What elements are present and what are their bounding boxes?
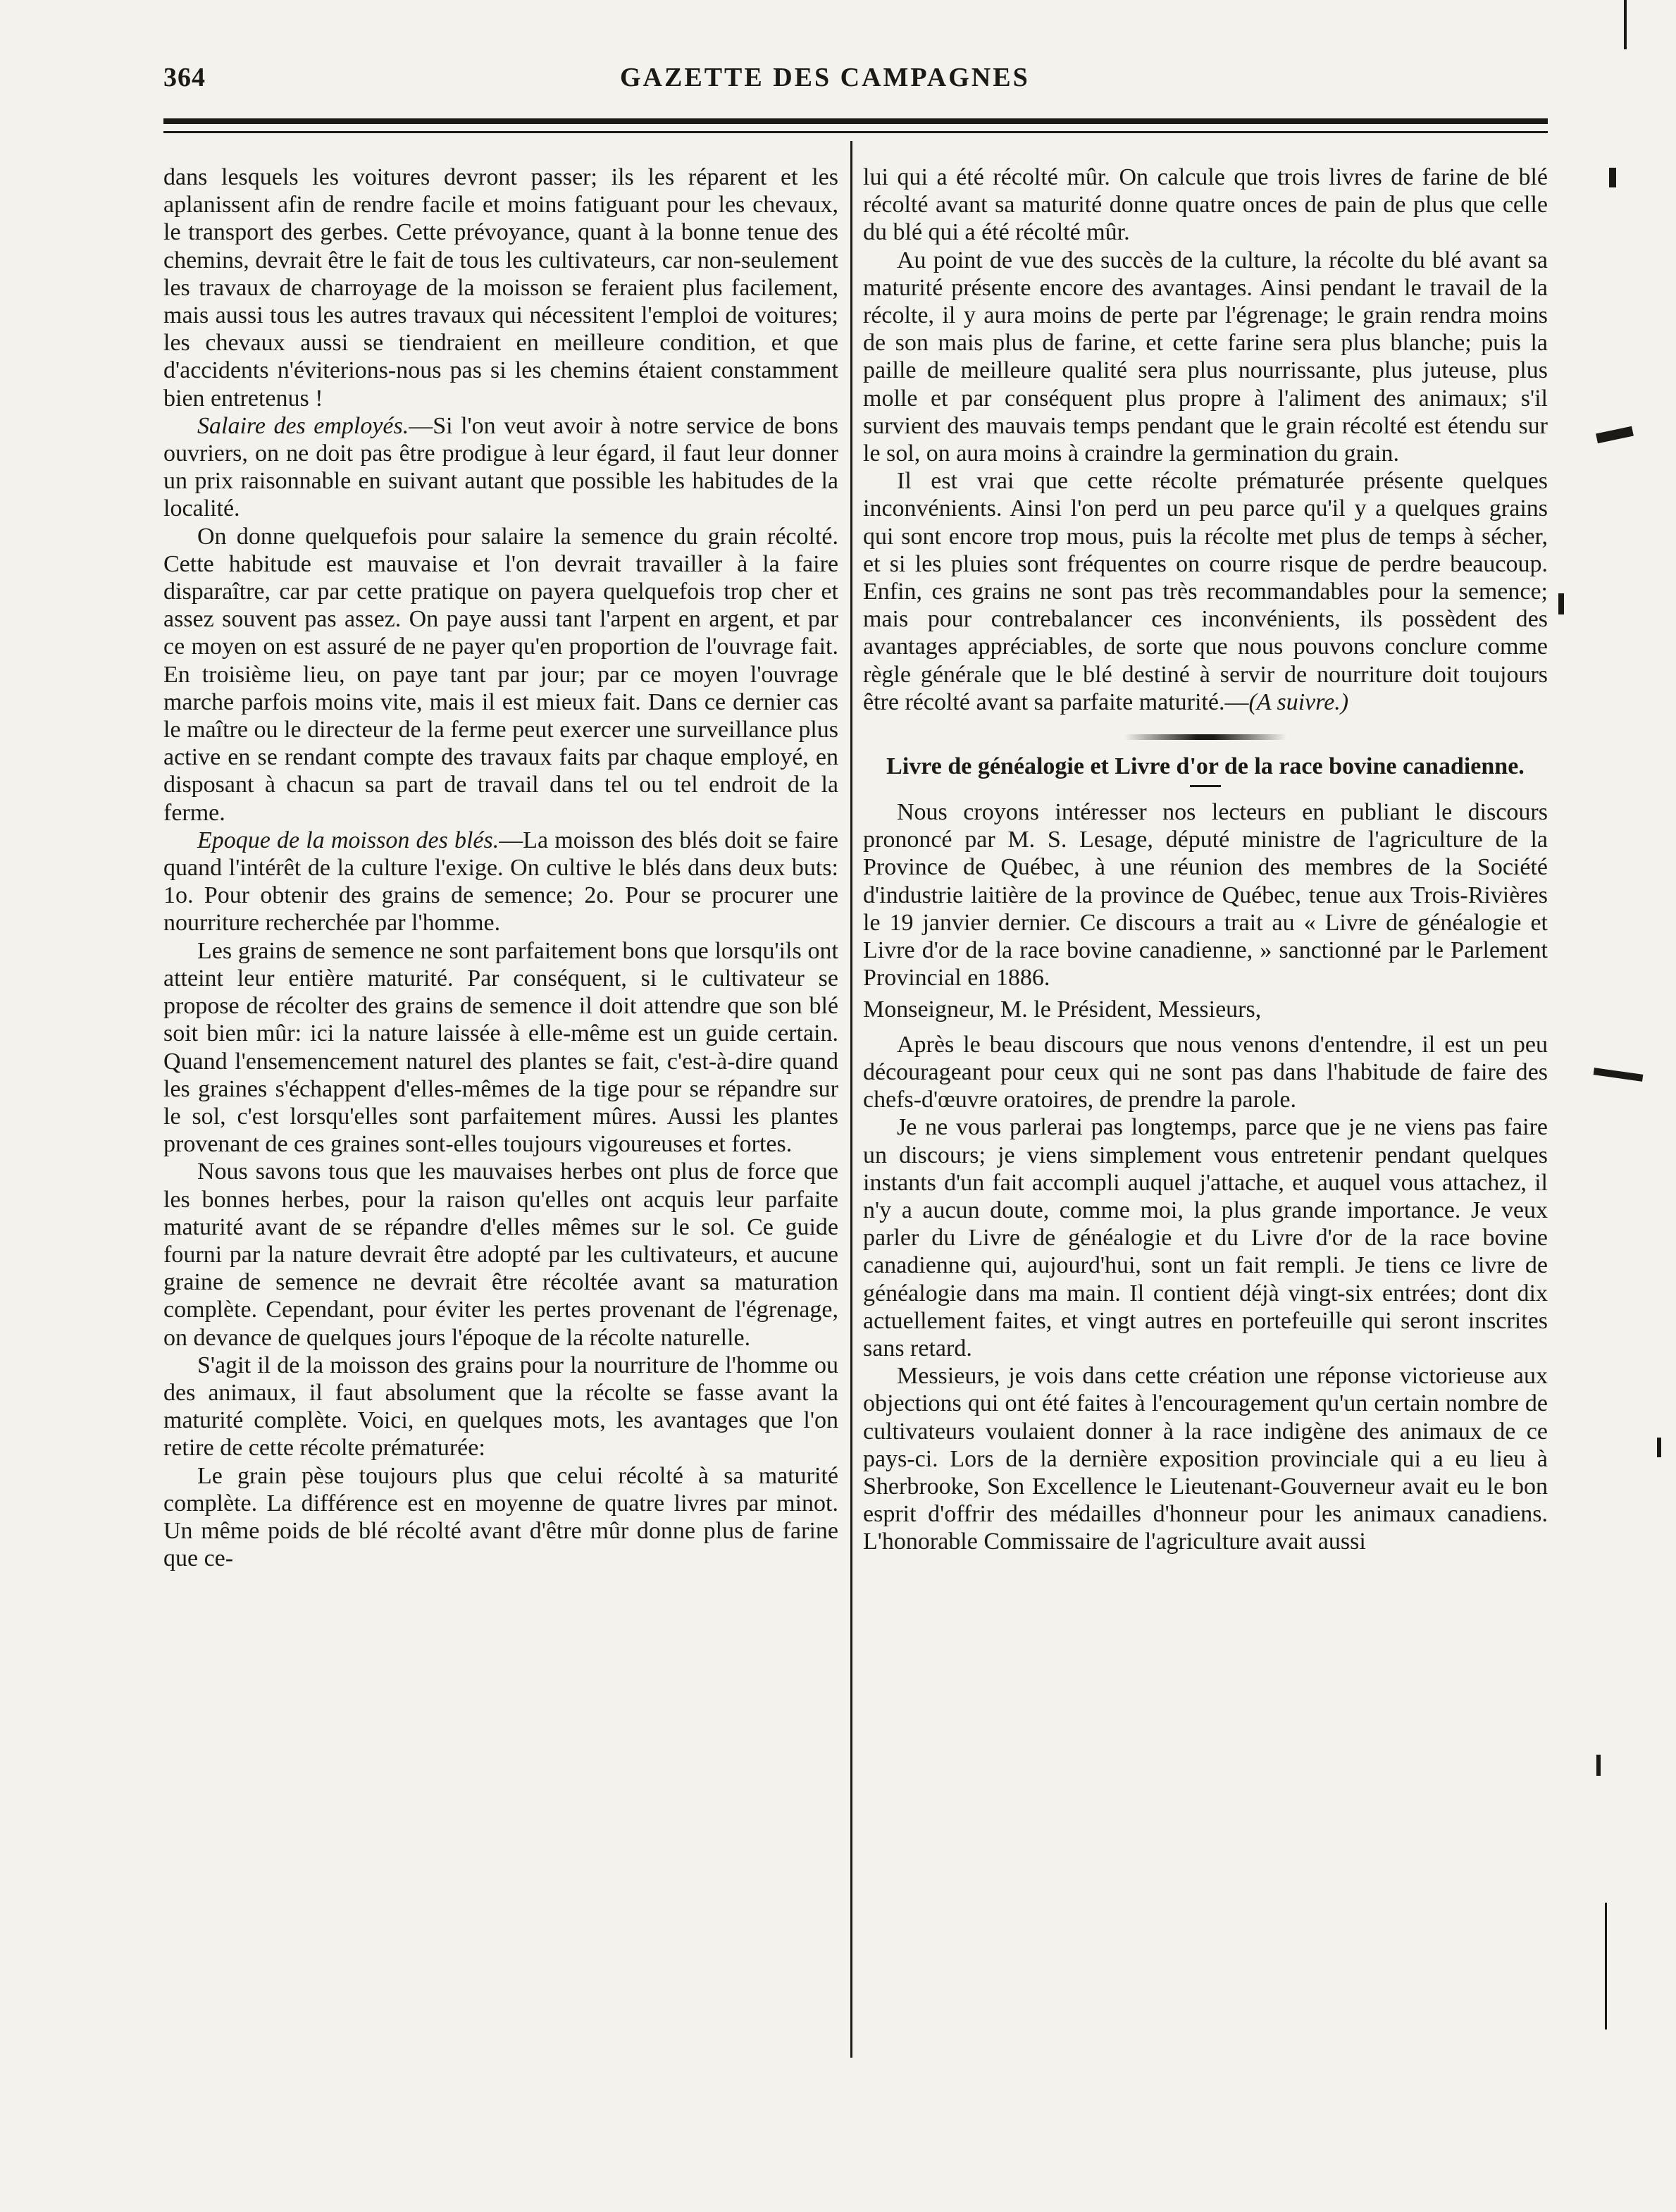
section-lead: Salaire des employés. (197, 412, 409, 439)
paragraph: Nous croyons intéresser nos lecteurs en publiant le discours prononcé par M. S. Lesage, député ministre de l'agriculture de la Province de Québec, à une réunion des membres de la Société d'industrie laitière de la province de Québec, tenue aux Trois-Rivières le 19 janvier dernier. Ce discours a trait au « Livre de généalogie et Livre d'or de la race bovine canadienne, » sanctionné par le Parlement Provincial en 1886. (863, 799, 1548, 991)
header-rule-heavy (163, 118, 1548, 124)
margin-speck (1596, 1755, 1601, 1776)
salutation: Monseigneur, M. le Président, Messieurs, (863, 996, 1262, 1023)
header-rule-thin (163, 131, 1548, 133)
paragraph: On donne quelquefois pour salaire la semence du grain récolté. Cette habitude est mauvaise et l'on devrait travailler à la faire disparaître, car par cette pratique on payera quelquefois trop cher et assez souvent pas assez. On paye aussi tant l'arpent en argent, et par ce moyen on est assuré de ne payer qu'en proportion de l'ouvrage fait. En troisième lieu, on paye tant par jour; par ce moyen l'ouvrage marche parfois moins vite, mais il est mieux fait. Dans ce dernier cas le maître ou le directeur de la ferme peut exercer une surveillance plus active en se rendant compte des travaux faits par chaque employé, en disposant à chacun sa part de travail dans tel ou tel endroit de la ferme. (163, 523, 838, 826)
paragraph-body: Il est vrai que cette récolte prématurée présente quelques inconvénients. Ainsi l'on perd un peu parce qu'il y a quelques grains qui sont encore trop mous, puis la récolte met plus de temps à sécher, et si les pluies sont fréquentes on courre risque de perdre beaucoup. Enfin, ces grains ne sont pas très recommandables pour la semence; mais pour contrebalancer ces inconvénients, ils possèdent des avantages appréciables, de sorte que nous pouvons conclure comme règle générale que le blé destiné à servir de nourriture doit toujours être récolté avant sa parfaite maturité.— (863, 468, 1548, 715)
margin-speck (1609, 168, 1616, 187)
paragraph: dans lesquels les voitures devront passer; ils les réparent et les aplanissent afin de rendre facile et moins fatiguant pour les chevaux, le transport des gerbes. Cette prévoyance, quant à la bonne tenue des chemins, devrait être le fait de tous les cultivateurs, car non-seulement les travaux de charroyage de la moisson se feraient plus facilement, mais aussi tous les autres travaux qui nécessitent l'emploi de voitures; les chevaux aussi se tiendraient en meilleure condition, et que d'accidents n'éviterions-nous pas si les chemins étaient constamment bien entretenus ! (163, 164, 838, 412)
paragraph: Le grain pèse toujours plus que celui récolté à sa maturité complète. La différence est en moyenne de quatre livres par minot. Un même poids de blé récolté avant d'être mûr donne plus de farine que ce- (163, 1462, 838, 1572)
right-column (863, 163, 1548, 1556)
margin-speck (1657, 1438, 1661, 1457)
paragraph: Messieurs, je vois dans cette création une réponse victorieuse aux objections qui ont été faites à l'encouragement qu'un certain nombre de cultivateurs voulaient donner à la race indigène des animaux de ce pays-ci. Lors de la dernière exposition provinciale qui a eu lieu à Sherbrooke, Son Excellence le Lieutenant-Gouverneur avait eu le bon esprit d'offrir des médailles d'honneur pour les animaux canadiens. L'honorable Commissaire de l'agriculture avait aussi (863, 1363, 1548, 1555)
paragraph: Nous savons tous que les mauvaises herbes ont plus de force que les bonnes herbes, pour la raison qu'elles ont acquis leur parfaite maturité avant de se répandre d'elles mêmes sur le sol. Ce guide fourni par la nature devrait être adopté par les cultivateurs, et aucune graine de semence ne devrait être récoltée avant sa maturation complète. Cependant, pour éviter les pertes provenant de l'égrenage, on devance de quelques jours l'époque de la récolte naturelle. (163, 1158, 838, 1351)
paragraph-body: —Si l'on veut avoir à notre service de bons ouvriers, on ne doit pas être prodigue à leur égard, il faut leur donner un prix raisonnable en suivant autant que possible les habitudes de la localité. (163, 412, 838, 522)
margin-speck (1605, 1903, 1607, 2029)
paragraph-body: —La moisson des blés doit se faire quand l'intérêt de la culture l'exige. On cultive le blés dans deux buts: 1o. Pour obtenir des grains de semence; 2o. Pour se procurer une nourriture recherchée par l'homme. (163, 827, 838, 937)
paragraph: Au point de vue des succès de la culture, la récolte du blé avant sa maturité présente encore des avantages. Ainsi pendant le travail de la récolte, il y aura moins de perte par l'égrenage; le grain rendra moins de son mais plus de farine, et cette farine sera plus blanche; puis la paille de meilleure qualité sera plus nourrissante, plus juteuse, plus molle et par conséquent plus propre à l'aliment des animaux; s'il survient des mauvais temps pendant que le grain récolté est étendu sur le sol, on aura moins à craindre la germination du grain. (863, 247, 1548, 467)
paragraph (863, 467, 1548, 716)
margin-speck (1558, 593, 1564, 614)
paragraph (163, 412, 838, 523)
section-divider-ornament (1124, 734, 1286, 740)
section-lead: Epoque de la moisson des blés. (197, 827, 499, 853)
publication-title: GAZETTE DES CAMPAGNES (620, 63, 1030, 92)
left-column (163, 163, 838, 1572)
margin-speck (1624, 0, 1627, 49)
paragraph: Après le beau discours que nous venons d'entendre, il est un peu décourageant pour ceux qui ne sont pas dans l'habitude de faire des chefs-d'œuvre oratoires, de prendre la parole. (863, 1031, 1548, 1113)
continued-note: (A suivre.) (1248, 688, 1349, 715)
paragraph: Les grains de semence ne sont parfaitement bons que lorsqu'ils ont atteint leur entière maturité. Par conséquent, si le cultivateur se propose de récolter des grains de semence il doit attendre que son blé soit bien mûr: ici la nature laissée à elle-même est un guide certain. Quand l'ensemencement naturel des plantes se fait, c'est-à-dire quand les graines s'échappent d'elles-mêmes de la tige pour se répandre sur le sol, c'est lorsqu'elles sont parfaitement mûres. Aussi les plantes provenant de ces graines sont-elles toujours vigoureuses et fortes. (163, 937, 838, 1158)
page-number: 364 (163, 63, 206, 92)
paragraph: Je ne vous parlerai pas longtemps, parce que je ne viens pas faire un discours; je viens simplement vous entretenir pendant quelques instants d'un fait accompli auquel j'attache, et auquel vous attachez, il n'y a aucun doute, comme moi, la plus grande importance. Je veux parler du Livre de généalogie et du Livre d'or de la race bovine canadienne qui, aujourd'hui, sont un fait rempli. Je tiens ce livre de généalogie dans ma main. Il contient déjà vingt-six entrées; dont dix actuellement faites, et vingt autres en portefeuille qui seront inscrites sans retard. (863, 1114, 1548, 1361)
margin-speck (1596, 426, 1634, 444)
margin-speck (1594, 1068, 1644, 1082)
paragraph (163, 827, 838, 937)
article-title: Livre de généalogie et Livre d'or de la race bovine canadienne. (886, 753, 1525, 780)
column-divider (850, 141, 852, 2058)
paragraph: S'agit il de la moisson des grains pour la nourriture de l'homme ou des animaux, il faut absolument que la récolte se fasse avant la maturité complète. Voici, en quelques mots, les avantages que l'on retire de cette récolte prématurée: (163, 1352, 838, 1462)
title-rule (1190, 785, 1221, 787)
paragraph: lui qui a été récolté mûr. On calcule que trois livres de farine de blé récolté avant sa maturité donne quatre onces de pain de plus que celle du blé qui a été récolté mûr. (863, 164, 1548, 246)
